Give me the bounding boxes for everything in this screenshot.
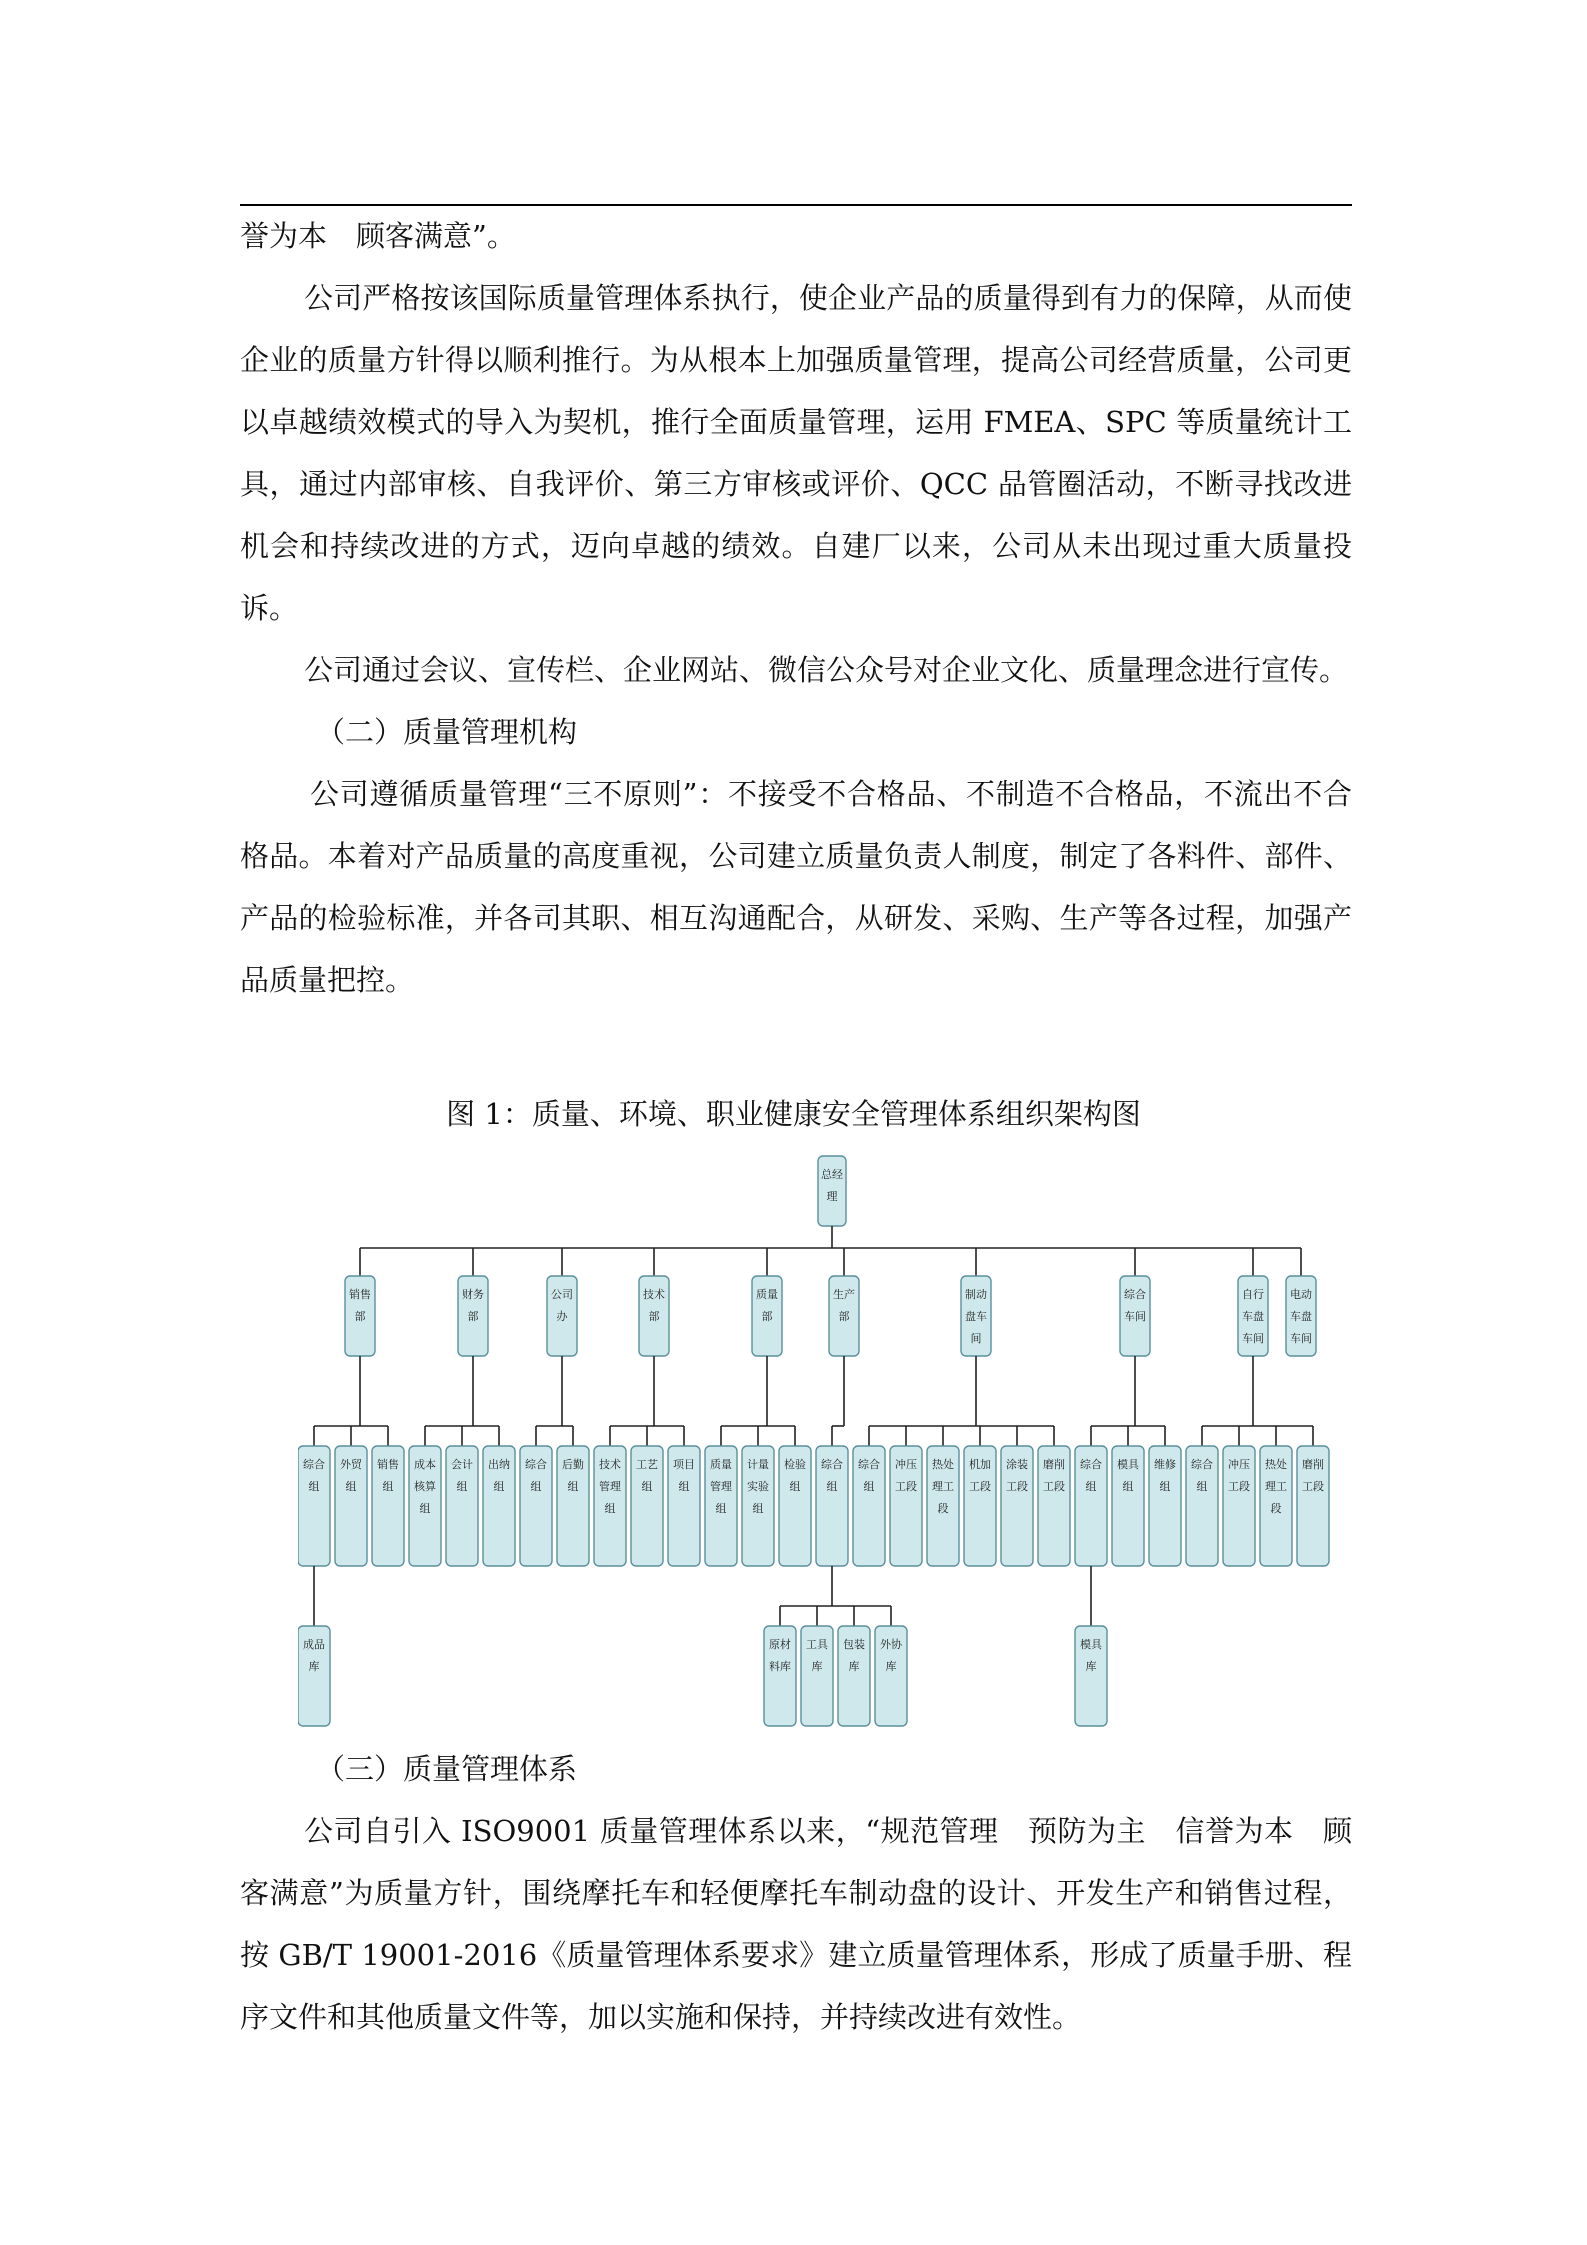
node-label: 电动车盘车间: [1290, 1288, 1312, 1345]
node-label: 原材料库: [769, 1638, 791, 1673]
node-label: 综合车间: [1124, 1288, 1146, 1323]
node-label: 公司办: [551, 1288, 573, 1323]
node-label: 工具库: [806, 1638, 828, 1673]
section-heading: （三）质量管理体系: [316, 1752, 578, 1786]
node-label: 总经理: [821, 1168, 843, 1203]
node-label: 项目组: [673, 1458, 695, 1493]
node-label: 综合组: [858, 1458, 880, 1493]
node-label: 综合组: [303, 1458, 325, 1493]
paragraph: 公司遵循质量管理“三不原则”：不接受不合格品、不制造不合格品，不流出不合格品。本着对产品质量的高度重视，公司建立质量负责人制度，制定了各料件、部件、产品的检验标准，并各司其职、相互沟通配合，从研发、采购、生产等各过程，加强产品质量把控。: [240, 777, 1352, 997]
paragraph: 公司通过会议、宣传栏、企业网站、微信公众号对企业文化、质量理念进行宣传。: [304, 653, 1349, 687]
node-label: 制动盘车间: [965, 1288, 987, 1345]
node-label: 自行车盘车间: [1242, 1288, 1264, 1345]
node-label: 热处理工段: [932, 1458, 954, 1515]
node-label: 包装库: [843, 1638, 865, 1673]
node-label: 外贸组: [340, 1458, 362, 1493]
org-chart: [298, 1148, 1338, 1728]
node-label: 热处理工段: [1265, 1458, 1287, 1515]
node-label: 机加工段: [969, 1458, 991, 1493]
node-label: 模具组: [1117, 1458, 1139, 1493]
node-label: 会计组: [451, 1458, 473, 1493]
node-label: 计量实验组: [747, 1458, 769, 1515]
node-label: 综合组: [1191, 1458, 1213, 1493]
paragraph: 公司自引入 ISO9001 质量管理体系以来，“规范管理 预防为主 信誉为本 顾客满意”为质量方针，围绕摩托车和轻便摩托车制动盘的设计、开发生产和销售过程，按 GB/T 19001-2016《质量管理体系要求》建立质量管理体系，形成了质量手册、程序文件和其他质量文件等，加以实施和保持，并持续改进有效性。: [240, 1814, 1352, 2034]
node-label: 综合组: [525, 1458, 547, 1493]
node-label: 质量管理组: [710, 1458, 732, 1515]
section-heading: （二）质量管理机构: [316, 715, 578, 749]
node-label: 冲压工段: [895, 1458, 917, 1493]
node-label: 磨削工段: [1302, 1458, 1324, 1493]
node-label: 综合组: [821, 1458, 843, 1493]
node-label: 技术管理组: [599, 1458, 621, 1515]
node-label: 维修组: [1154, 1458, 1176, 1493]
node-label: 出纳组: [488, 1458, 510, 1493]
node-label: 涂装工段: [1006, 1458, 1028, 1493]
node-label: 冲压工段: [1228, 1458, 1250, 1493]
node-label: 模具库: [1080, 1638, 1102, 1673]
node-label: 后勤组: [562, 1458, 584, 1493]
node-label: 检验组: [784, 1458, 806, 1493]
node-label: 质量部: [756, 1288, 778, 1323]
text-block-bottom: [240, 1738, 1352, 2048]
node-label: 技术部: [643, 1288, 665, 1323]
paragraph: 公司严格按该国际质量管理体系执行，使企业产品的质量得到有力的保障，从而使企业的质量方针得以顺利推行。为从根本上加强质量管理，提高公司经营质量，公司更以卓越绩效模式的导入为契机，推行全面质量管理，运用 FMEA、SPC 等质量统计工具，通过内部审核、自我评价、第三方审核或评价、QCC 品管圈活动，不断寻找改进机会和持续改进的方式，迈向卓越的绩效。自建厂以来，公司从未出现过重大质量投诉。: [240, 281, 1352, 625]
node-label: 生产部: [833, 1288, 855, 1323]
node-label: 综合组: [1080, 1458, 1102, 1493]
node-label: 工艺组: [636, 1458, 658, 1493]
node-label: 磨削工段: [1043, 1458, 1065, 1493]
paragraph: 誉为本 顾客满意”。: [240, 219, 516, 253]
text-block-top: [240, 205, 1352, 1011]
node-label: 财务部: [462, 1288, 484, 1323]
node-label: 销售组: [377, 1458, 399, 1493]
node-label: 成品库: [303, 1638, 325, 1673]
figure-caption: 图 1：质量、环境、职业健康安全管理体系组织架构图: [446, 1097, 1141, 1131]
node-label: 外协库: [880, 1638, 902, 1673]
node-label: 销售部: [349, 1288, 371, 1323]
node-label: 成本核算组: [414, 1458, 436, 1515]
